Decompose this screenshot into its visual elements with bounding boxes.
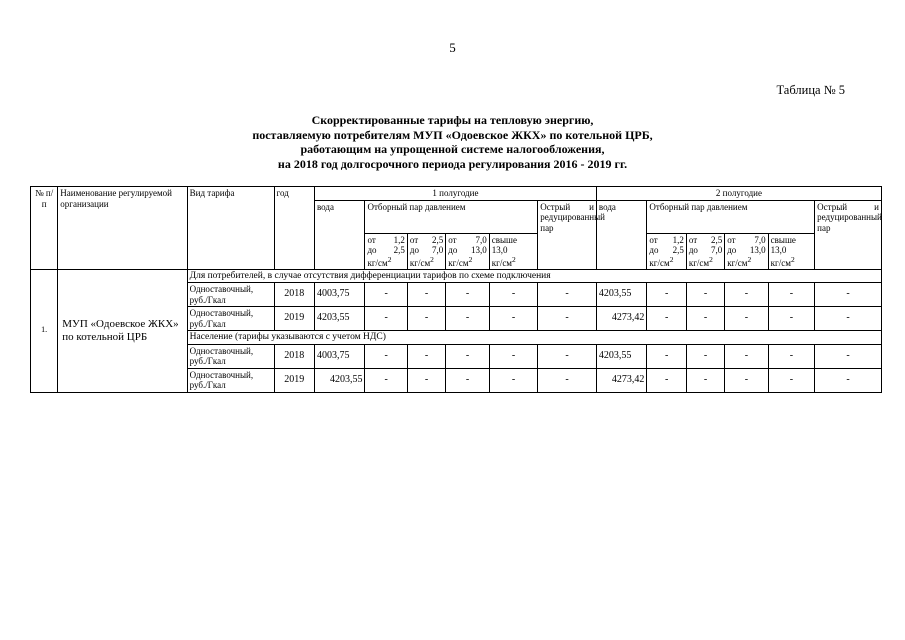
steam-value: - bbox=[365, 368, 407, 392]
water-value-2: 4273,42 bbox=[596, 368, 647, 392]
pressure-cell: от 2,5 до 7,0 $кг/см^2$ bbox=[686, 233, 724, 269]
tariff-type-cell: Одноставочный, руб./Гкал bbox=[187, 283, 274, 307]
header-org-name: Наименование регулируемой организации bbox=[58, 187, 187, 270]
steam-value: - bbox=[407, 344, 445, 368]
category-row bbox=[31, 269, 882, 283]
steam-value: - bbox=[647, 283, 686, 307]
tariff-type-cell: Одноставочный, руб./Гкал bbox=[187, 344, 274, 368]
steam-value: - bbox=[489, 344, 538, 368]
pressure-cell: от 7,0 до 13,0 $кг/см^2$ bbox=[725, 233, 768, 269]
title-line: работающим на упрощенной системе налогообложения, bbox=[300, 142, 605, 156]
header-half-1: 1 полугодие bbox=[314, 187, 596, 201]
water-value-2: 4203,55 bbox=[596, 344, 647, 368]
steam-value: - bbox=[815, 368, 882, 392]
steam-value: - bbox=[489, 368, 538, 392]
title-line: на 2018 год долгосрочного периода регулирования 2016 - 2019 гг. bbox=[277, 156, 628, 171]
category-label: Для потребителей, в случае отсутствия дифференциации тарифов по схеме подключения bbox=[187, 269, 881, 283]
header-row bbox=[31, 187, 882, 201]
steam-value: - bbox=[446, 307, 489, 331]
year-cell: 2019 bbox=[274, 307, 314, 331]
steam-value: - bbox=[686, 307, 724, 331]
steam-value: - bbox=[768, 344, 814, 368]
steam-value: - bbox=[725, 307, 768, 331]
steam-value: - bbox=[815, 344, 882, 368]
water-value-1: 4003,75 bbox=[314, 283, 365, 307]
steam-value: - bbox=[489, 307, 538, 331]
water-value-1: 4203,55 bbox=[314, 368, 365, 392]
tariff-type-cell: Одноставочный, руб./Гкал bbox=[187, 368, 274, 392]
year-cell: 2018 bbox=[274, 283, 314, 307]
steam-value: - bbox=[768, 283, 814, 307]
steam-value: - bbox=[538, 368, 597, 392]
steam-value: - bbox=[686, 368, 724, 392]
steam-value: - bbox=[647, 307, 686, 331]
pressure-cell: свыше 13,0 $кг/см^2$ bbox=[489, 233, 538, 269]
row-number: 1. bbox=[31, 269, 58, 392]
steam-value: - bbox=[538, 344, 597, 368]
title-line: поставляемую потребителям МУП «Одоевское ЖКХ» по котельной ЦРБ, bbox=[252, 127, 653, 142]
steam-value: - bbox=[365, 283, 407, 307]
pressure-cell: свыше 13,0 $кг/см^2$ bbox=[768, 233, 814, 269]
steam-value: - bbox=[815, 283, 882, 307]
steam-value: - bbox=[647, 368, 686, 392]
header-half-2: 2 полугодие bbox=[596, 187, 881, 201]
header-water-2: вода bbox=[596, 200, 647, 269]
steam-value: - bbox=[407, 307, 445, 331]
water-value-1: 4203,55 bbox=[314, 307, 365, 331]
tariff-type-cell: Одноставочный, руб./Гкал bbox=[187, 307, 274, 331]
table-label: Таблица № 5 bbox=[776, 83, 845, 97]
steam-value: - bbox=[725, 368, 768, 392]
steam-value: - bbox=[647, 344, 686, 368]
steam-value: - bbox=[538, 283, 597, 307]
water-value-2: 4273,42 bbox=[596, 307, 647, 331]
steam-value: - bbox=[815, 307, 882, 331]
pressure-cell: от 2,5 до 7,0 $кг/см^2$ bbox=[407, 233, 445, 269]
year-cell: 2018 bbox=[274, 344, 314, 368]
header-steam-selected-2: Отборный пар давлением bbox=[647, 200, 815, 233]
header-num: № п/п bbox=[31, 187, 58, 270]
water-value-2: 4203,55 bbox=[596, 283, 647, 307]
header-water-1: вода bbox=[314, 200, 365, 269]
pressure-cell: от 1,2 до 2,5 $кг/см^2$ bbox=[365, 233, 407, 269]
page-number: 5 bbox=[449, 40, 456, 55]
steam-value: - bbox=[686, 283, 724, 307]
steam-value: - bbox=[407, 283, 445, 307]
year-cell: 2019 bbox=[274, 368, 314, 392]
steam-value: - bbox=[407, 368, 445, 392]
steam-value: - bbox=[768, 368, 814, 392]
header-year: год bbox=[274, 187, 314, 270]
pressure-cell: от 1,2 до 2,5 $кг/см^2$ bbox=[647, 233, 686, 269]
steam-value: - bbox=[686, 344, 724, 368]
document-title bbox=[0, 113, 905, 171]
pressure-cell: от 7,0 до 13,0 $кг/см^2$ bbox=[446, 233, 489, 269]
steam-value: - bbox=[365, 344, 407, 368]
org-name: МУП «Одоевское ЖКХ» по котельной ЦРБ bbox=[58, 269, 187, 392]
steam-value: - bbox=[768, 307, 814, 331]
tariff-table bbox=[30, 186, 882, 393]
header-steam-selected-1: Отборный пар давлением bbox=[365, 200, 538, 233]
steam-value: - bbox=[489, 283, 538, 307]
category-label: Население (тарифы указываются с учетом НДС) bbox=[187, 331, 881, 345]
steam-value: - bbox=[538, 307, 597, 331]
header-steam-sharp-2: Острый и редуцированный пар bbox=[815, 200, 882, 269]
steam-value: - bbox=[725, 344, 768, 368]
steam-value: - bbox=[446, 283, 489, 307]
steam-value: - bbox=[725, 283, 768, 307]
title-line: Скорректированные тарифы на тепловую энергию, bbox=[311, 113, 594, 127]
header-steam-sharp-1: Острый и редуцированный пар bbox=[538, 200, 597, 269]
water-value-1: 4003,75 bbox=[314, 344, 365, 368]
steam-value: - bbox=[365, 307, 407, 331]
steam-value: - bbox=[446, 368, 489, 392]
steam-value: - bbox=[446, 344, 489, 368]
header-tariff-type: Вид тарифа bbox=[187, 187, 274, 270]
